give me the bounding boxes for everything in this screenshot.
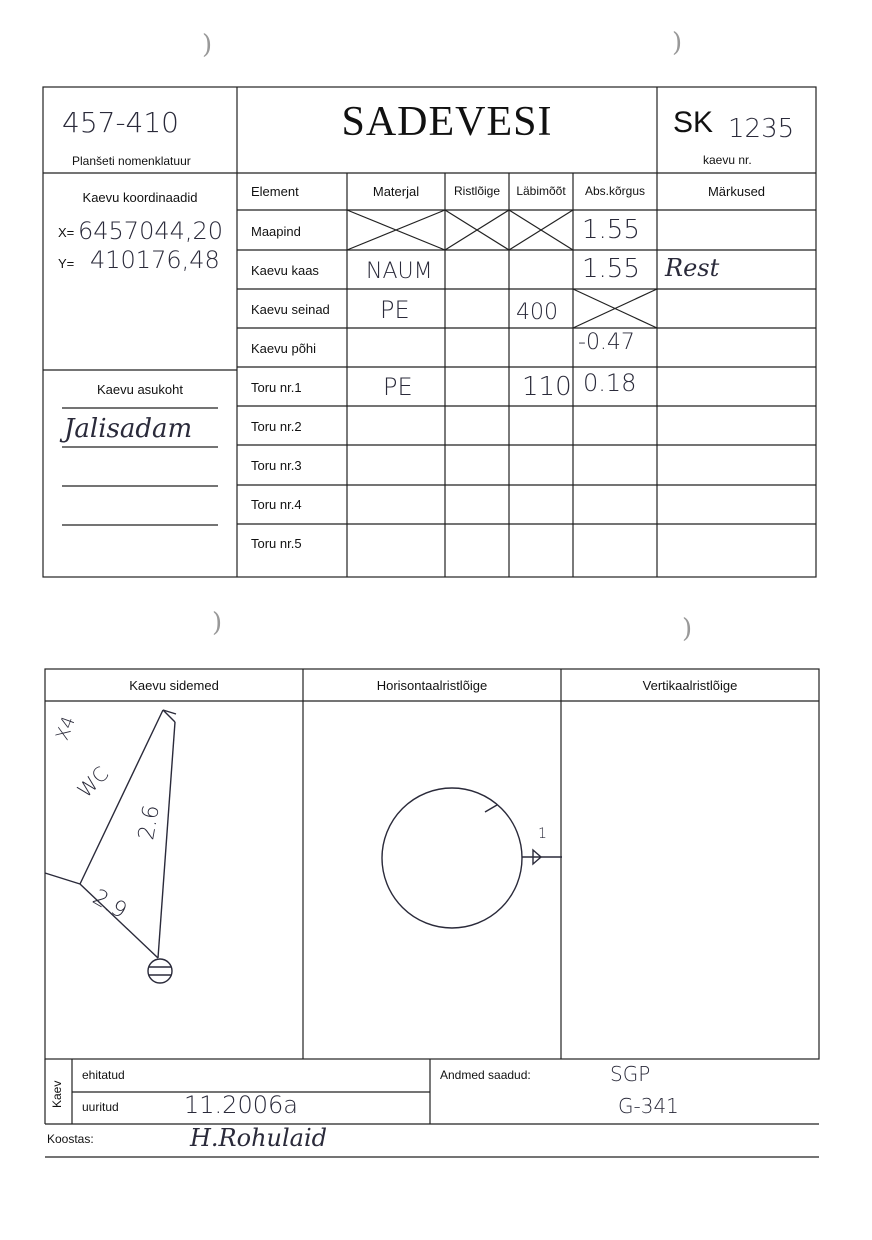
data-source-value-2: G-341: [618, 1094, 679, 1118]
pipe-mark: 1: [538, 826, 547, 842]
table-row-element: Toru nr.2: [251, 419, 302, 434]
punch-mark: ): [212, 608, 223, 638]
y-prefix: Y=: [58, 256, 75, 271]
col-material: Materjal: [372, 184, 420, 199]
x-prefix: X=: [58, 225, 75, 240]
horizontal-section-label: Horisontaalristlõige: [376, 678, 488, 693]
author-value: H.Rohulaid: [190, 1124, 328, 1152]
table-cell-height: 1.55: [582, 254, 640, 284]
table-row-element: Toru nr.5: [251, 536, 302, 551]
punch-mark: ): [672, 28, 683, 58]
table-row-element: Toru nr.3: [251, 458, 302, 473]
sheet-number: 457-410: [62, 106, 179, 139]
punch-mark: ): [682, 614, 693, 644]
built-label: ehitatud: [82, 1068, 125, 1082]
table-cell-material: PE: [380, 296, 410, 324]
table-cell-material: NAUM: [366, 259, 433, 284]
author-label: Koostas:: [47, 1132, 94, 1146]
location-label: Kaevu asukoht: [96, 382, 183, 397]
well-number-label: kaevu nr.: [703, 153, 752, 167]
x-coordinate: 6457044,20: [78, 217, 224, 245]
table-cell-height: 1.55: [582, 215, 640, 245]
col-notes: Märkused: [707, 184, 766, 199]
sketch-wc-label: WC: [72, 761, 114, 803]
table-row-element: Kaevu põhi: [251, 341, 317, 356]
kaev-label: Kaev: [50, 1080, 64, 1108]
table-cell-material: PE: [383, 373, 413, 401]
data-source-value-1: SGP: [610, 1062, 651, 1086]
well-circle: [382, 788, 562, 928]
sketch-corner-label: X4: [52, 713, 80, 744]
data-source-label: Andmed saadud:: [440, 1068, 531, 1082]
page-title: SADEVESI: [341, 99, 553, 145]
coordinates-label: Kaevu koordinaadid: [82, 190, 198, 205]
col-abs-height: Abs.kõrgus: [584, 184, 646, 198]
surveyed-value: 11.2006a: [184, 1091, 298, 1119]
table-row-element: Toru nr.1: [251, 380, 302, 395]
punch-mark: ): [202, 30, 213, 60]
y-coordinate: 410176,48: [90, 246, 220, 274]
table-cell-diameter: 110: [522, 372, 572, 402]
sketch-long-measure: 2.6: [134, 803, 165, 842]
col-element: Element: [251, 184, 299, 199]
sheet-number-label: Planšeti nomenklatuur: [72, 154, 191, 168]
sidemed-label: Kaevu sidemed: [129, 678, 219, 693]
table-cell-height: 0.18: [583, 369, 637, 397]
table-row-element: Maapind: [251, 224, 301, 239]
col-cross-section: Ristlõige: [453, 184, 501, 198]
table-row-element: Kaevu seinad: [251, 302, 330, 317]
well-prefix: SK: [673, 106, 714, 139]
col-diameter: Läbimõõt: [516, 184, 566, 198]
sketch-short-measure: 2.9: [88, 884, 131, 925]
well-number: 1235: [728, 114, 795, 144]
table-row-element: Kaevu kaas: [251, 263, 319, 278]
table-cell-diameter: 400: [516, 300, 558, 325]
vertical-section-label: Vertikaalristlõige: [642, 678, 738, 693]
table-row-element: Toru nr.4: [251, 497, 302, 512]
surveyed-label: uuritud: [82, 1100, 119, 1114]
table-cell-height: -0.47: [578, 330, 635, 355]
table-cell-notes: Rest: [665, 254, 720, 282]
location-value: Jalisadam: [64, 414, 193, 444]
